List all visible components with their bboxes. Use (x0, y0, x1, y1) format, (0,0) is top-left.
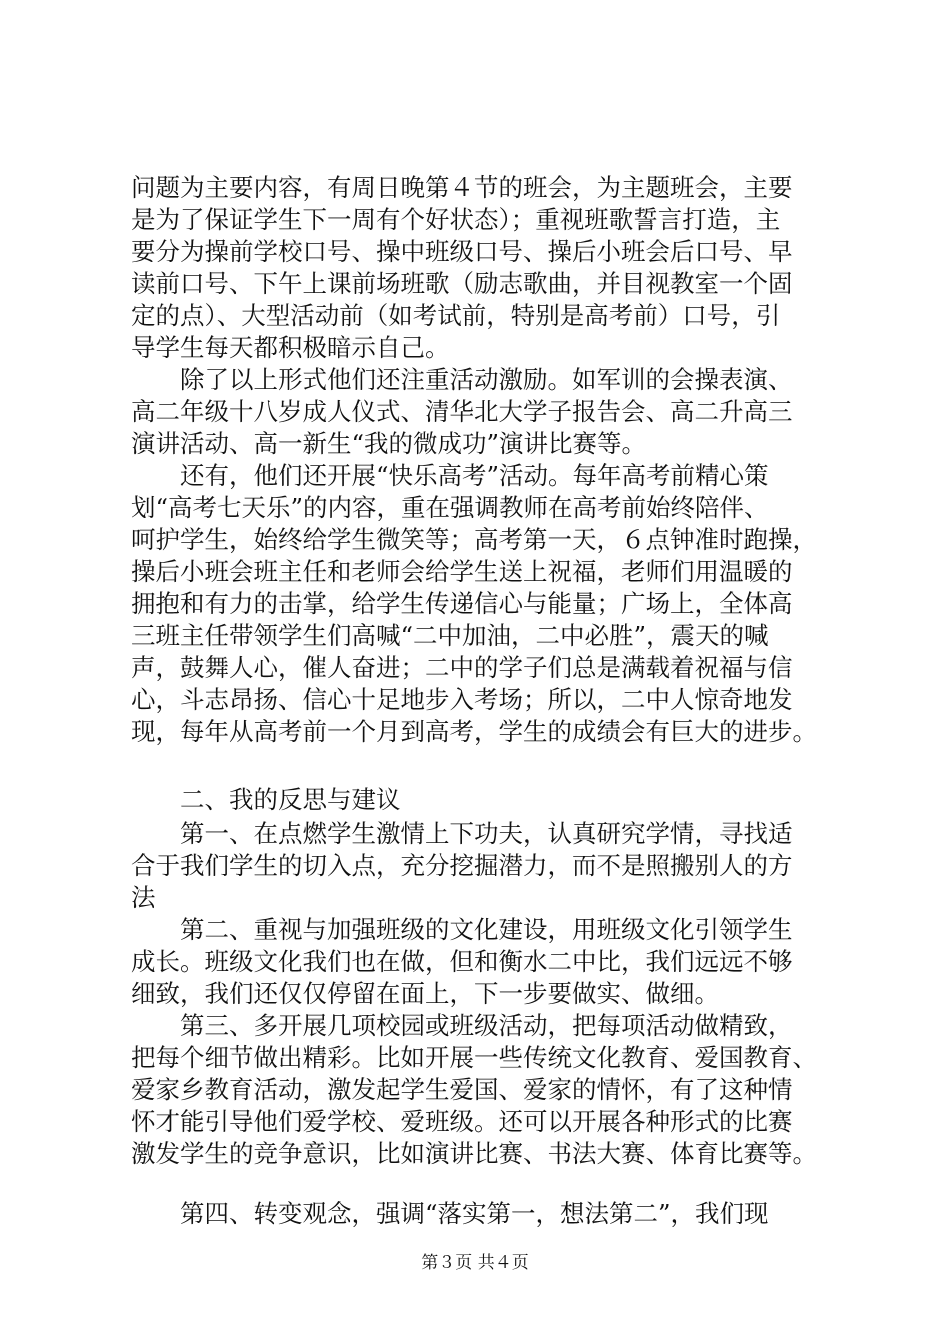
page-footer: 第３页 共４页 (421, 1253, 529, 1273)
text-line: 怀才能引导他们爱学校、爱班级。还可以开展各种形式的比赛 (131, 1107, 793, 1136)
text-line: 法 (131, 883, 156, 912)
text-line: 操后小班会班主任和老师会给学生送上祝福，老师们用温暖的 (131, 557, 793, 586)
text-line: 导学生每天都积极暗示自己。 (131, 333, 450, 362)
text-line: 拥抱和有力的击掌，给学生传递信心与能量；广场上，全体高 (131, 589, 793, 618)
text-line: 高二年级十八岁成人仪式、清华北大学子报告会、高二升高三 (131, 397, 793, 426)
text-line: 把每个细节做出精彩。比如开展一些传统文化教育、爱国教育、 (131, 1043, 817, 1072)
text-line: 合于我们学生的切入点，充分挖掘潜力，而不是照搬别人的方 (131, 851, 793, 880)
text-line: 定的点）、大型活动前（如考试前，特别是高考前）口号，引 (131, 301, 781, 330)
text-line: 演讲活动、高一新生“我的微成功”演讲比赛等。 (131, 429, 647, 458)
text-line: 细致，我们还仅仅停留在面上，下一步要做实、做细。 (131, 979, 719, 1008)
text-line: 爱家乡教育活动，激发起学生爱国、爱家的情怀，有了这种情 (131, 1075, 793, 1104)
text-line: 问题为主要内容，有周日晚第４节的班会，为主题班会，主要 (131, 173, 793, 202)
text-line: 激发学生的竞争意识，比如演讲比赛、书法大赛、体育比赛等。 (131, 1139, 817, 1168)
text-line: 第一、在点燃学生激情上下功夫，认真研究学情，寻找适 (131, 819, 793, 848)
text-line: 还有，他们还开展“快乐高考”活动。每年高考前精心策 (131, 461, 769, 490)
text-line: 读前口号、下午上课前场班歌（励志歌曲，并目视教室一个固 (131, 269, 793, 298)
text-line: 成长。班级文化我们也在做，但和衡水二中比，我们远远不够 (131, 947, 793, 976)
text-line: 要分为操前学校口号、操中班级口号、操后小班会后口号、早 (131, 237, 793, 266)
text-line: 划“高考七天乐”的内容，重在强调教师在高考前始终陪伴、 (131, 493, 769, 522)
section-heading: 二、我的反思与建议 (131, 785, 401, 814)
text-line: 第四、转变观念，强调“落实第一，想法第二”，我们现 (131, 1199, 769, 1228)
text-line: 现，每年从高考前一个月到高考，学生的成绩会有巨大的进步。 (131, 717, 817, 746)
text-line: 三班主任带领学生们高喊“二中加油，二中必胜”，震天的喊 (131, 621, 769, 650)
text-line: 心，斗志昂扬、信心十足地步入考场；所以，二中人惊奇地发 (131, 685, 793, 714)
text-line: 除了以上形式他们还注重活动激励。如军训的会操表演、 (131, 365, 793, 394)
text-line: 第三、多开展几项校园或班级活动，把每项活动做精致， (131, 1011, 793, 1040)
text-line: 呵护学生，始终给学生微笑等；高考第一天，６点钟准时跑操， (131, 525, 817, 554)
text-line: 声，鼓舞人心，催人奋进；二中的学子们总是满载着祝福与信 (131, 653, 793, 682)
text-line: 第二、重视与加强班级的文化建设，用班级文化引领学生 (131, 915, 793, 944)
text-line: 是为了保证学生下一周有个好状态）；重视班歌誓言打造，主 (131, 205, 781, 234)
